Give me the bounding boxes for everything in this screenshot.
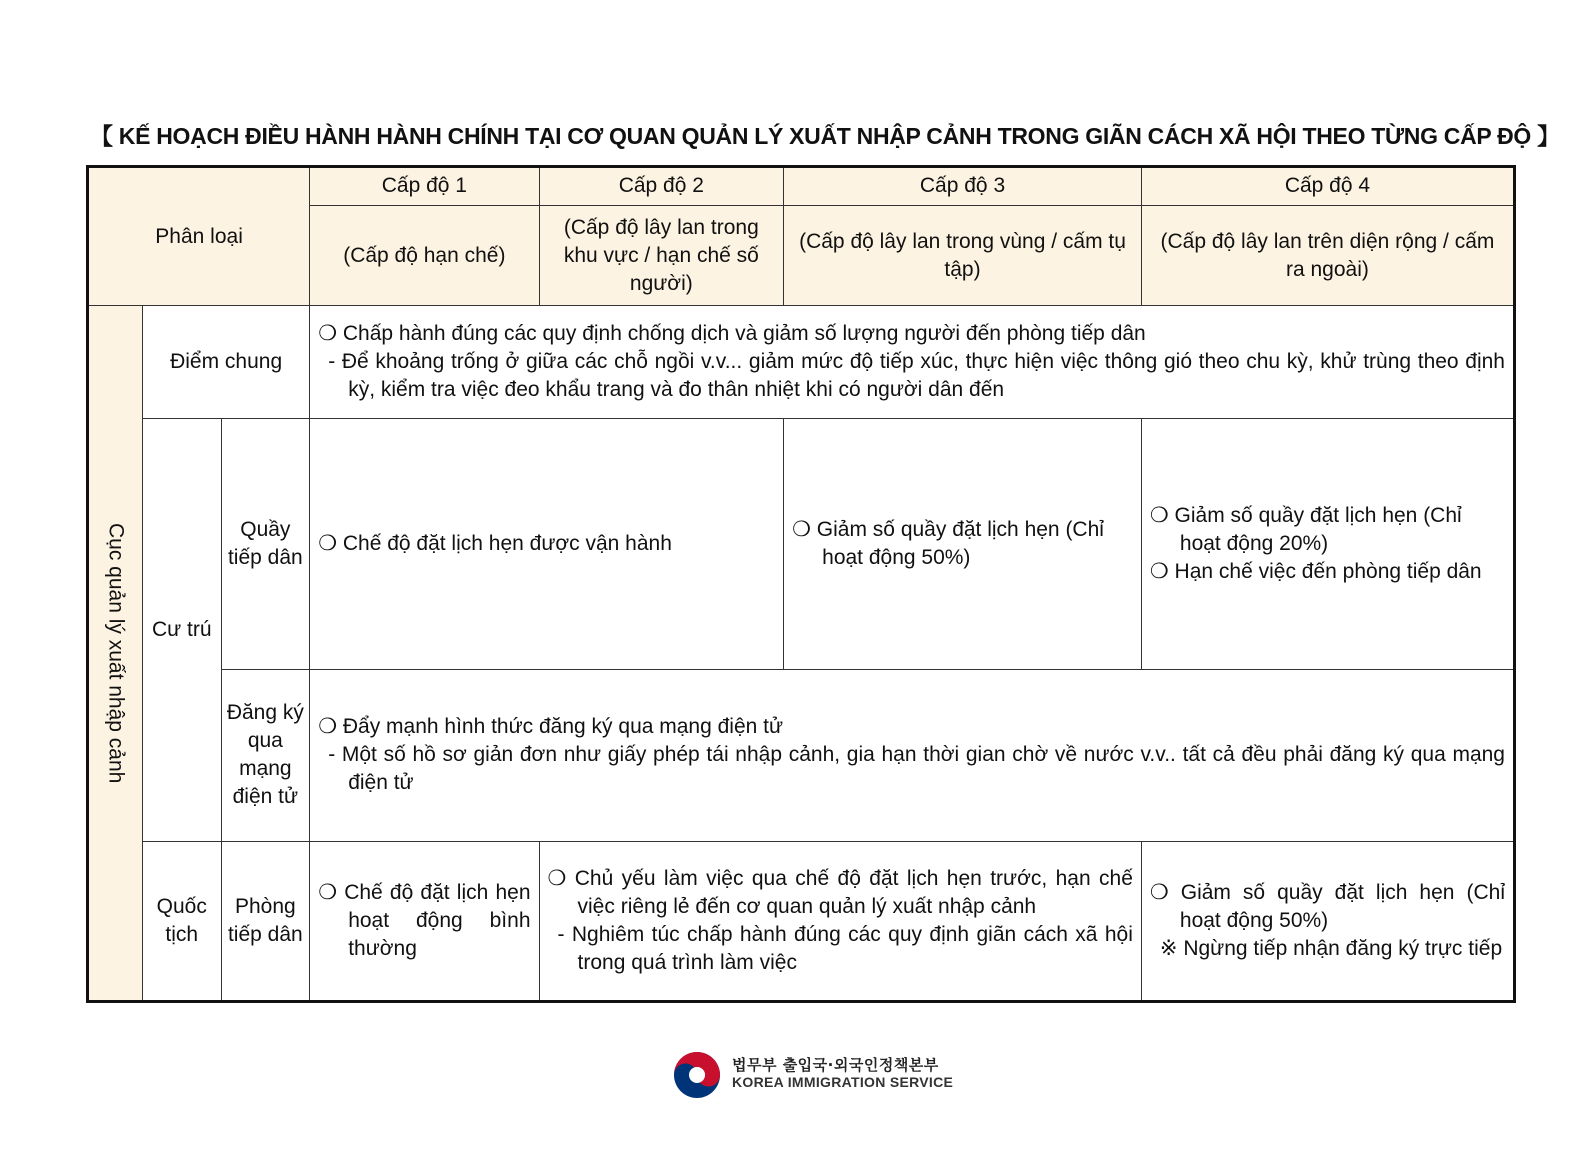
counter-level-4-text-b: ❍ Hạn chế việc đến phòng tiếp dân [1149,559,1482,583]
nationality-label: Quốc tịch [143,841,221,1001]
online-label: Đăng ký qua mạng điện tử [221,669,310,841]
counter-label: Quầy tiếp dân [221,419,310,669]
counter-level-3 [784,419,1142,669]
office-label: Phòng tiếp dân [221,841,310,1001]
level-1-desc: (Cấp độ hạn chế) [310,205,539,306]
office-level-2-3 [539,841,1141,1001]
level-2-header: Cấp độ 2 [539,167,784,206]
office-level-1-text: ❍ Chế độ đặt lịch hẹn hoạt động bình thường [318,880,531,960]
korea-immigration-logo [672,1050,954,1100]
agency-cell [88,306,143,1002]
office-level-2-3-text-a: ❍ Chủ yếu làm việc qua chế độ đặt lịch hẹn trước, hạn chế việc riêng lẻ đến cơ quan quản lý xuất nhập cảnh [547,866,1133,918]
residence-label: Cư trú [143,419,221,842]
common-content [310,306,1515,419]
level-3-header: Cấp độ 3 [784,167,1142,206]
office-level-1 [310,841,539,1001]
office-level-4-text-b: ※ Ngừng tiếp nhận đăng ký trực tiếp [1159,936,1503,960]
counter-level-1-2 [310,419,784,669]
online-line-1: ❍ Đẩy mạnh hình thức đăng ký qua mạng điện tử [318,715,784,739]
counter-level-4 [1141,419,1514,669]
logo-english-text: KOREA IMMIGRATION SERVICE [732,1074,954,1090]
level-3-desc: (Cấp độ lây lan trong vùng / cấm tụ tập) [784,205,1142,306]
counter-level-1-2-text: ❍ Chế độ đặt lịch hẹn được vận hành [318,531,672,555]
agency-label: Cục quản lý xuất nhập cảnh [104,523,128,784]
common-label: Điểm chung [143,306,310,419]
online-line-2: - Một số hồ sơ giản đơn như giấy phép tái nhập cảnh, gia hạn thời gian chờ về nước v.v.. tất cả đều phải đăng ký qua mạng điện tử [328,743,1505,795]
logo-korean-text: 법무부 출입국·외국인정책본부 [732,1056,939,1074]
common-line-2: - Để khoảng trống ở giữa các chỗ ngồi v.v... giảm mức độ tiếp xúc, thực hiện việc thông gió theo chu kỳ, khử trùng theo định kỳ, kiểm tra việc đeo khẩu trang và đo thân nhiệt khi có người dân đến [328,350,1505,402]
level-2-desc: (Cấp độ lây lan trong khu vực / hạn chế số người) [539,205,784,306]
office-level-4-text-a: ❍ Giảm số quầy đặt lịch hẹn (Chỉ hoạt động 50%) [1149,880,1505,932]
online-content [310,669,1515,841]
level-4-header: Cấp độ 4 [1141,167,1514,206]
counter-level-3-text: ❍ Giảm số quầy đặt lịch hẹn (Chỉ hoạt động 50%) [792,517,1104,569]
level-1-header: Cấp độ 1 [310,167,539,206]
counter-level-4-text-a: ❍ Giảm số quầy đặt lịch hẹn (Chỉ hoạt động 20%) [1149,503,1462,555]
office-level-4 [1141,841,1514,1001]
level-4-desc: (Cấp độ lây lan trên diện rộng / cấm ra ngoài) [1141,205,1514,306]
common-line-1: ❍ Chấp hành đúng các quy định chống dịch và giảm số lượng người đến phòng tiếp dân [318,322,1146,346]
category-header: Phân loại [88,167,310,306]
page-title: 【 KẾ HOẠCH ĐIỀU HÀNH HÀNH CHÍNH TẠI CƠ QUAN QUẢN LÝ XUẤT NHẬP CẢNH TRONG GIÃN CÁCH XÃ HỘI THEO TỪNG CẤP ĐỘ 】 [90,123,1560,149]
schedule-table [86,165,1516,1003]
office-level-2-3-text-b: - Nghiêm túc chấp hành đúng các quy định giãn cách xã hội trong quá trình làm việc [557,922,1133,974]
taegeuk-emblem-icon [672,1050,722,1100]
